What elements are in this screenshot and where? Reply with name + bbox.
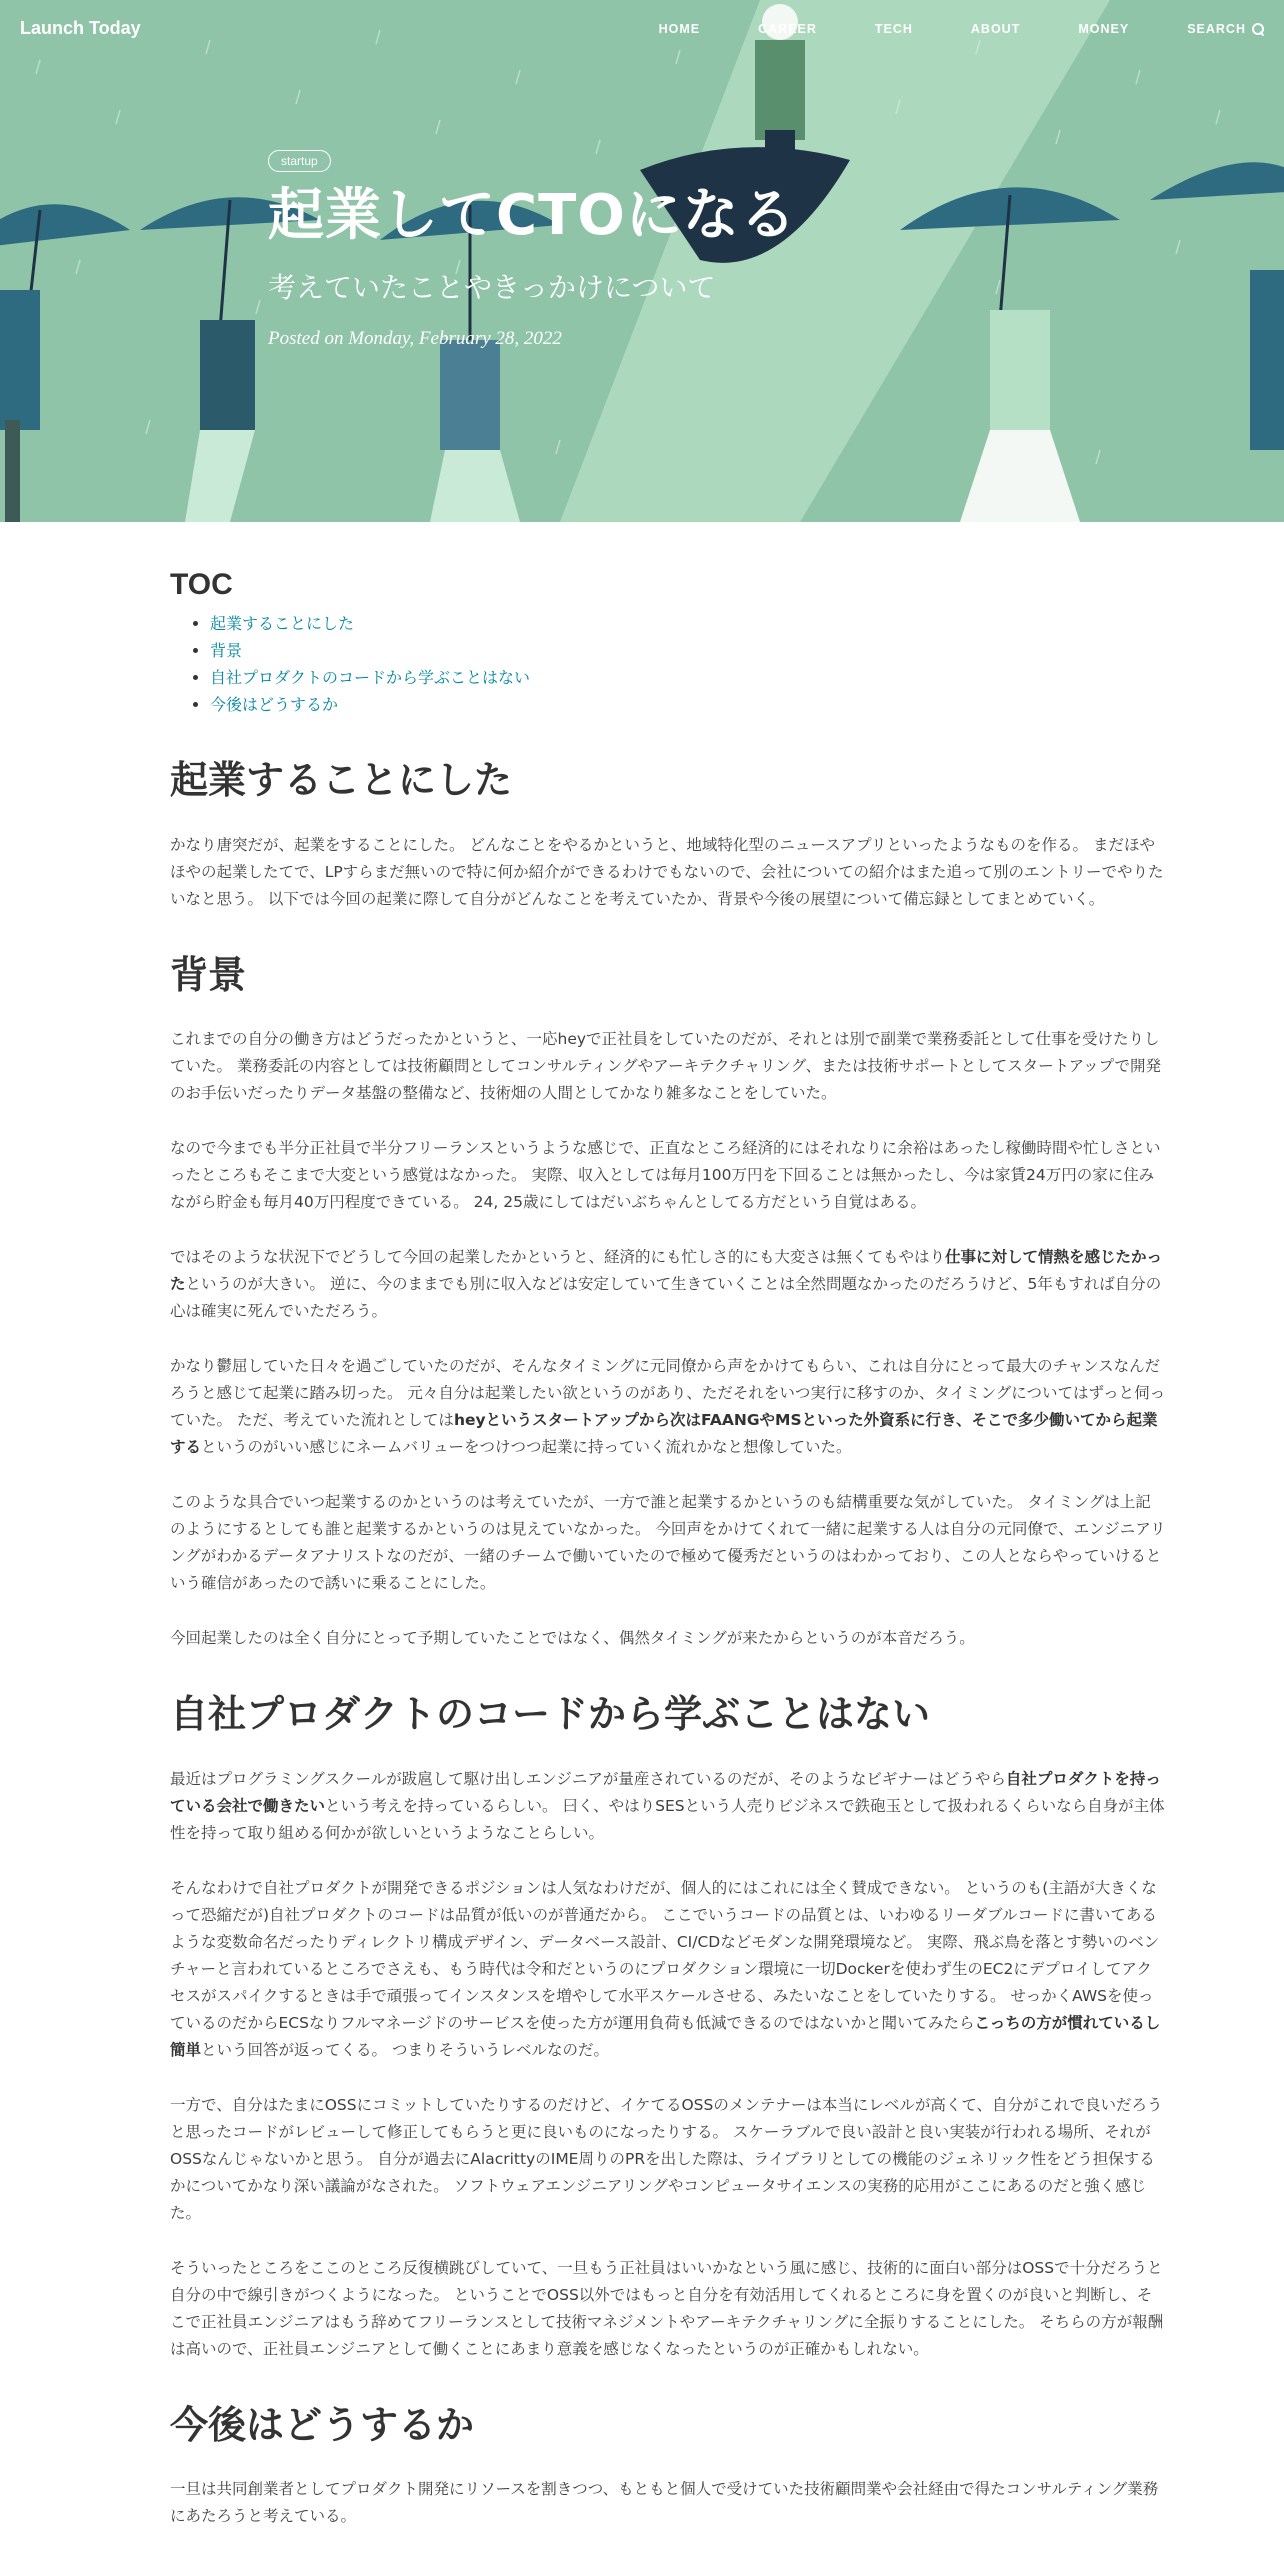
hero-banner bbox=[0, 0, 1284, 522]
toc-link-4[interactable]: 今後はどうするか bbox=[210, 695, 339, 714]
section-heading-2: 背景 bbox=[170, 952, 247, 997]
text: ではそのような状況下でどうして今回の起業したかというと、経済的にも忙しさ的にも大変さは無くてもやはり bbox=[170, 1248, 946, 1267]
text: というのが大きい。 逆に、今のままでも別に収入などは安定していて生きていくことは全然問題なかったのだろうけど、5年もすれば自分の心は確実に死んでいただろう。 bbox=[170, 1275, 1162, 1321]
post-subtitle: 考えていたことやきっかけについて bbox=[268, 271, 716, 305]
text: という回答が返ってくる。 つまりそういうレベルなのだ。 bbox=[201, 2040, 609, 2059]
nav-link-home[interactable]: HOME bbox=[658, 22, 701, 36]
paragraph: かなり唐突だが、起業をすることにした。 どんなことをやるかというと、地域特化型のニュースアプリといったようなものを作る。 まだほやほやの起業したてで、LPすらまだ無いので特に何か紹介ができるわけでもないので、会社についての紹介はまた追って別のエントリーでやりたいなと思う。 以下では今回の起業に際して自分がどんなことを考えていたか、背景や今後の展望について備忘録としてまとめていく。 bbox=[170, 835, 1164, 908]
text: かなり鬱屈していた日々を過ごしていたのだが、そんなタイミングに元同僚から声をかけてもらい、これは自分にとって最大のチャンスなんだろうと感じて起業に踏み切った。 元々自分は起業したい欲というのがあり、ただそれをいつ実行に移すのか、タイミングについてはずっと伺っていた。 ただ、考えていた流れとしては bbox=[170, 1357, 1166, 1430]
nav-link-search[interactable] bbox=[1187, 22, 1264, 36]
paragraph bbox=[170, 1244, 1166, 1325]
brand-logo-link[interactable]: Launch Today bbox=[20, 18, 141, 38]
bold-text: 自社プロダクトを持っている会社で働きたい bbox=[170, 1769, 1161, 1815]
paragraph: なので今までも半分正社員で半分フリーランスというような感じで、正直なところ経済的にはそれなりに余裕はあったし稼働時間や忙しさといったところもそこまで大変という感覚はなかった。 実際、収入としては毎月100万円を下回ることは無かったし、今は家賃24万円の家に住みながら貯金も毎月40万円程度できている。 24, 25歳にしてはだいぶちゃんとしてる方だという自覚はある。 bbox=[170, 1139, 1161, 1212]
toc-link-3[interactable]: 自社プロダクトのコードから学ぶことはない bbox=[210, 668, 531, 687]
section-heading-3: 自社プロダクトのコードから学ぶことはない bbox=[170, 1692, 931, 1737]
nav-link-about[interactable]: ABOUT bbox=[970, 22, 1021, 36]
nav-link-tech[interactable]: TECH bbox=[874, 22, 913, 36]
toc-item bbox=[210, 610, 1166, 637]
toc-link-2[interactable]: 背景 bbox=[210, 641, 243, 660]
paragraph bbox=[170, 1353, 1166, 1461]
post-meta-date: Posted on Monday, February 28, 2022 bbox=[268, 328, 562, 350]
text: という考えを持っているらしい。 曰く、やはりSESという人売りビジネスで鉄砲玉として扱われるくらいなら自身が主体性を持って取り組める何かが欲しいというようなことらしい。 bbox=[170, 1796, 1165, 1842]
nav-link-money[interactable]: MONEY bbox=[1078, 22, 1130, 36]
section-heading-4: 今後はどうするか bbox=[170, 2402, 475, 2447]
paragraph: 今回起業したのは全く自分にとって予期していたことではなく、偶然タイミングが来たからというのが本音だろう。 bbox=[170, 1629, 975, 1648]
toc-item bbox=[210, 664, 1166, 691]
text: そんなわけで自社プロダクトが開発できるポジションは人気なわけだが、個人的にはこれには全く賛成できない。 というのも(主語が大きくなって恐縮だが)自社プロダクトのコードは品質が低いのが普通だから。 ここでいうコードの品質とは、いわゆるリーダブルコードに書いてあるような変数命名だったりディレクトリ構成デザイン、データベース設計、CI/CDなどモダンな開発環境など。 実際、飛ぶ鳥を落とす勢いのベンチャーと言われているところでさえも、もう時代は令和だというのにプロダクション環境に一切Dockerを使わず生のEC2にデプロイしてアクセスがスパイクするときは手で頑張ってインスタンスを増やして水平スケールさせる、みたいなことをしていたりする。 せっかくAWSを使っているのだからECSなりフルマネージドのサービスを使った方が運用負荷も低減できるのではないかと聞いてみたら bbox=[170, 1878, 1160, 2032]
paragraph: 一方で、自分はたまにOSSにコミットしていたりするのだけど、イケてるOSSのメンテナーは本当にレベルが高くて、自分がこれで良いだろうと思ったコードがレビューして修正してもらうと更に良いものになったりする。 スケーラブルで良い設計と良い実装が行われる場所、それがOSSなんじゃないかと思う。 自分が過去にAlacrittyのIME周りのPRを出した際は、ライブラリとしての機能のジェネリック性をどう担保するかについてかなり深い議論がなされた。 ソフトウェアエンジニアリングやコンピュータサイエンスの実務的応用がここにあるのだと強く感じた。 bbox=[170, 2095, 1163, 2222]
post-heading bbox=[268, 150, 1068, 350]
search-icon bbox=[1252, 23, 1264, 35]
toc-title: TOC bbox=[170, 568, 233, 601]
paragraph: これまでの自分の働き方はどうだったかというと、一応heyで正社員をしていたのだが、それとは別で副業で業務委託として仕事を受けたりしていた。 業務委託の内容としては技術顧問としてコンサルティングやアーキテクチャリング、または技術サポートとしてスタートアップで開発のお手伝いだったりデータ基盤の整備など、技術畑の人間としてかなり雑多なことをしていた。 bbox=[170, 1030, 1162, 1103]
nav-links bbox=[601, 22, 1264, 36]
bold-text: heyというスタートアップから次はFAANGやMSといった外資系に行き、そこで多少働いてから起業する bbox=[170, 1411, 1158, 1457]
text: 最近はプログラミングスクールが跋扈して駆け出しエンジニアが量産されているのだが、そのようなビギナーはどうやら bbox=[170, 1769, 1006, 1788]
toc-item bbox=[210, 691, 1166, 718]
top-navbar bbox=[0, 0, 1284, 58]
nav-link-search-label: SEARCH bbox=[1187, 22, 1246, 36]
section-heading-1: 起業することにした bbox=[170, 758, 513, 802]
post-tag[interactable]: startup bbox=[268, 150, 331, 172]
text: というのがいい感じにネームバリューをつけつつ起業に持っていく流れかなと想像していた。 bbox=[201, 1438, 852, 1457]
bold-text: こっちの方が慣れているし簡単 bbox=[170, 2013, 1161, 2059]
paragraph: 一旦は共同創業者としてプロダクト開発にリソースを割きつつ、もともと個人で受けていた技術顧問業や会社経由で得たコンサルティング業務にあたろうと考えている。 bbox=[170, 2480, 1159, 2526]
post-title: 起業してCTOになる bbox=[268, 183, 797, 248]
nav-link-career[interactable]: CAREER bbox=[758, 22, 817, 36]
toc-list bbox=[170, 610, 1166, 718]
bold-text: 仕事に対して情熱を感じたかった bbox=[170, 1248, 1163, 1294]
article-body bbox=[170, 568, 1166, 2558]
paragraph bbox=[170, 1766, 1166, 1847]
paragraph: そういったところをここのところ反復横跳びしていて、一旦もう正社員はいいかなという風に感じ、技術的に面白い部分はOSSで十分だろうと自分の中で線引きがつくようになった。 ということでOSS以外ではもっと自分を有効活用してくれるところに身を置くのが良いと判断し、そこで正社員エンジニアはもう辞めてフリーランスとして技術マネジメントやアーキテクチャリングに全振りすることにした。 そちらの方が報酬は高いので、正社員エンジニアとして働くことにあまり意義を感じなくなったというのが正確かもしれない。 bbox=[170, 2258, 1164, 2358]
paragraph bbox=[170, 1875, 1166, 2064]
toc-link-1[interactable]: 起業することにした bbox=[210, 614, 355, 633]
toc-item bbox=[210, 637, 1166, 664]
paragraph: このような具合でいつ起業するのかというのは考えていたが、一方で誰と起業するかというのも結構重要な気がしていた。 タイミングは上記のようにするとしても誰と起業するかというのは見えていなかった。 今回声をかけてくれて一緒に起業する人は自分の元同僚で、エンジニアリングがわかるデータアナリストなのだが、一緒のチームで働いていたので極めて優秀だというのはわかっており、この人とならやっていけるという確信があったので誘いに乗ることにした。 bbox=[170, 1493, 1166, 1593]
